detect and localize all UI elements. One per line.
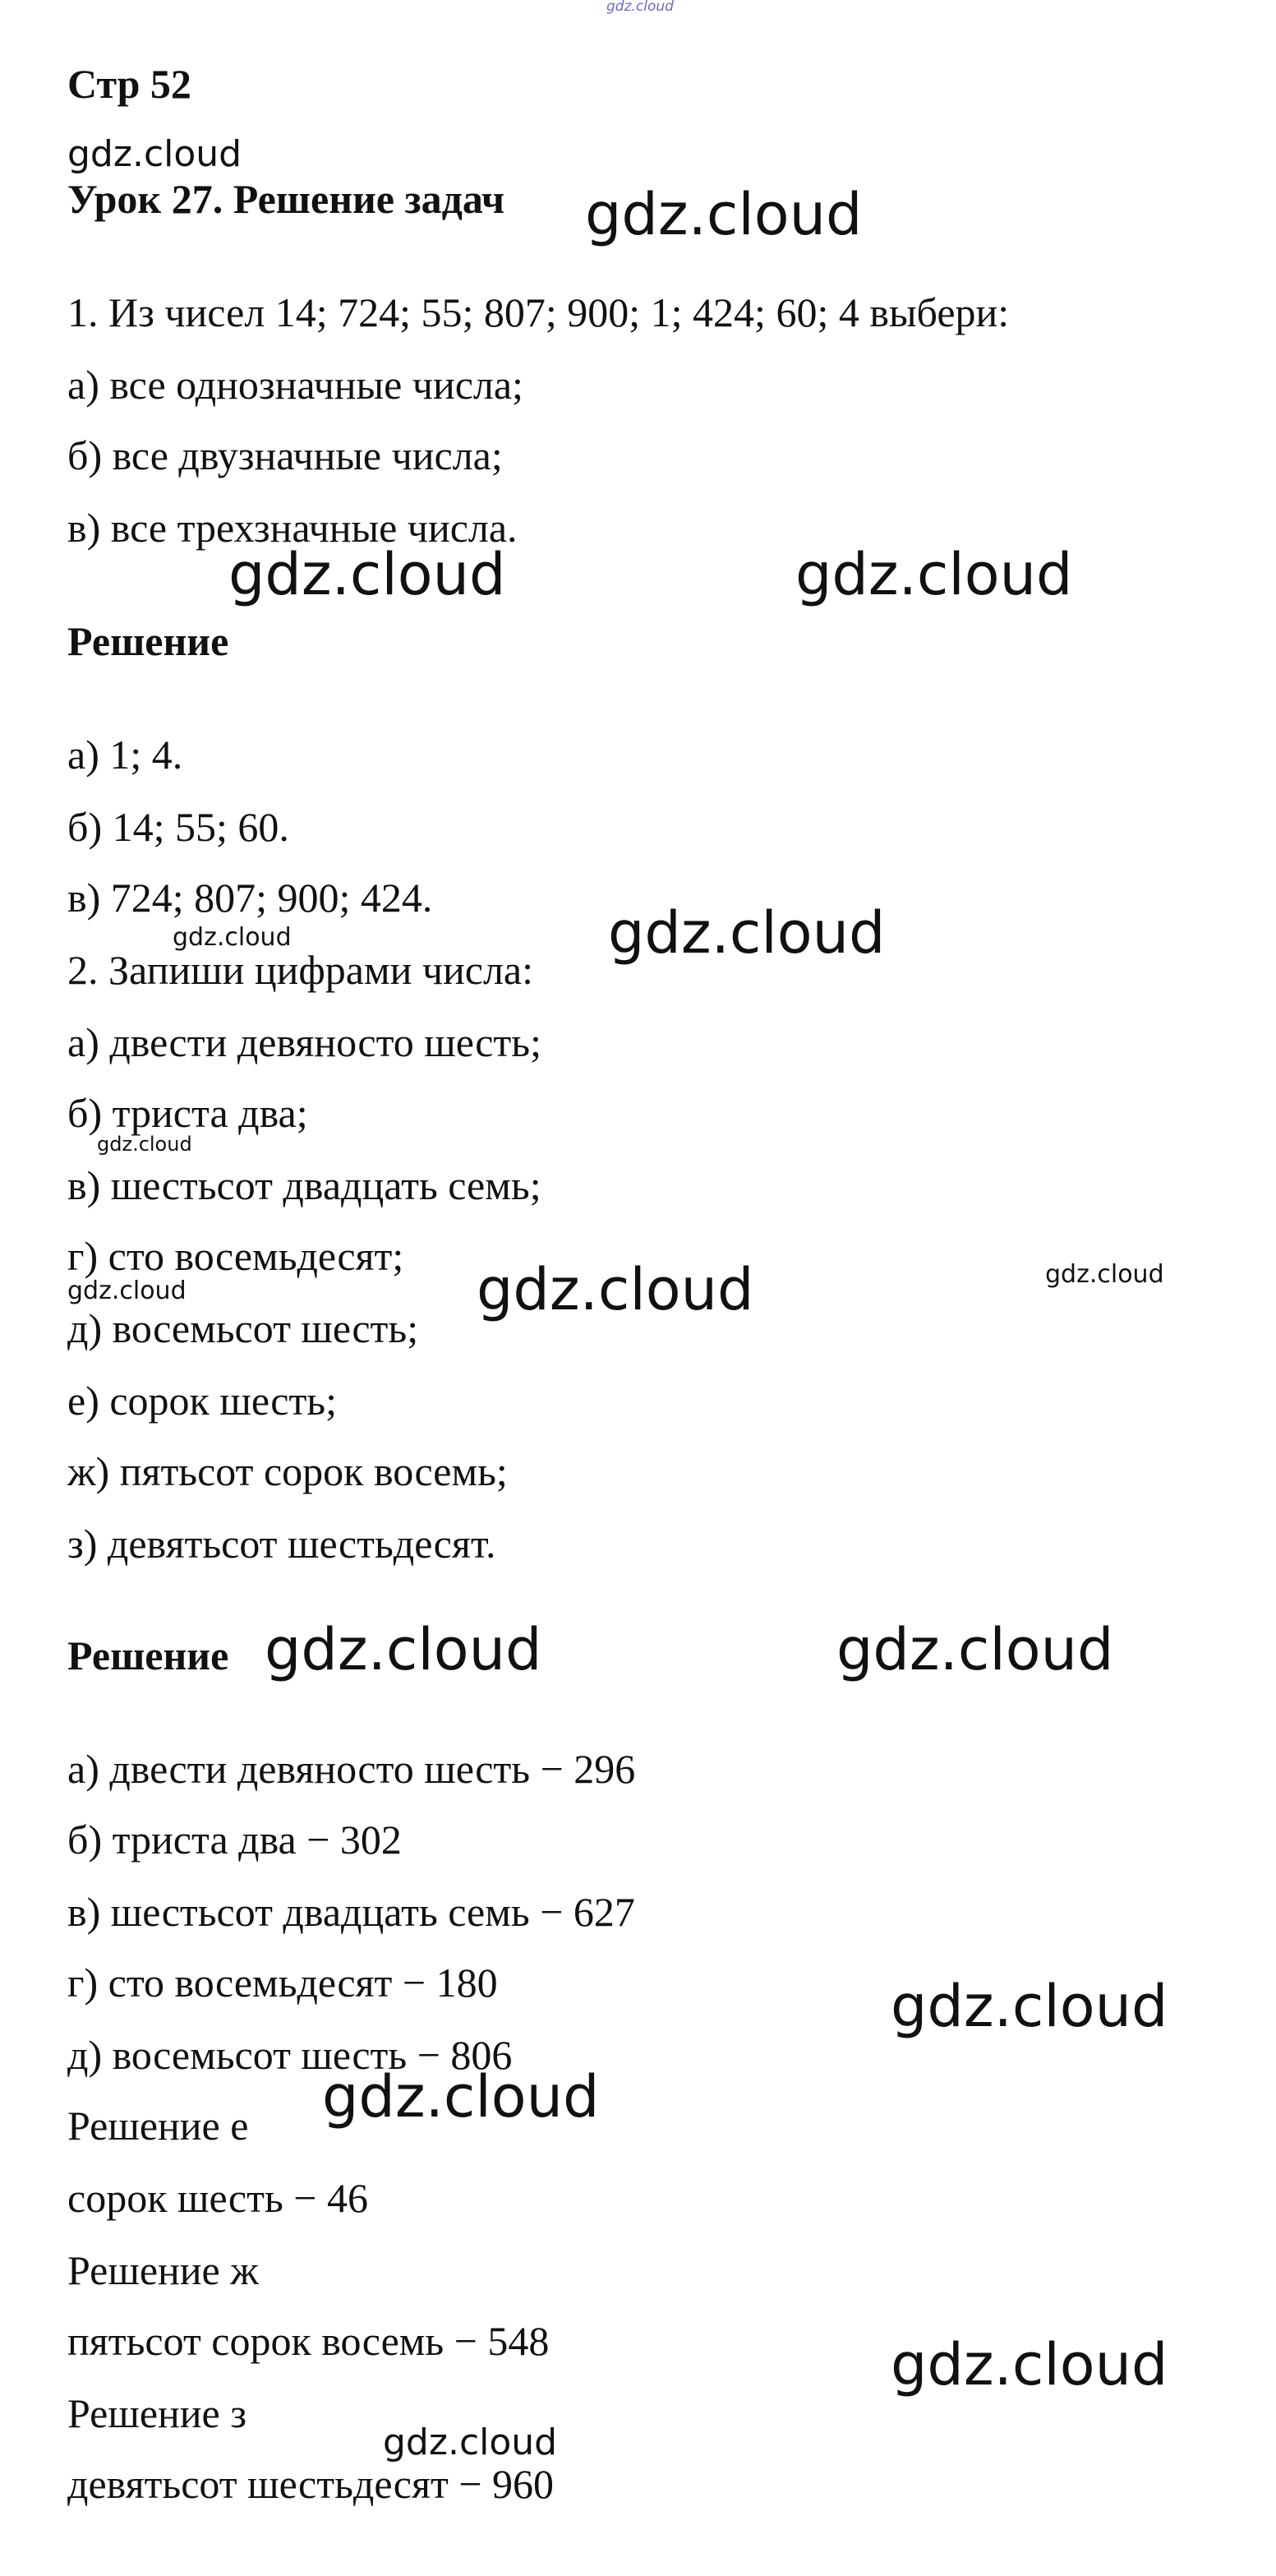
solution-answer: б) 14; 55; 60. [67, 804, 289, 850]
solution-answer: б) триста два − 302 [67, 1817, 402, 1863]
watermark: gdz.cloud [265, 1616, 542, 1683]
task-item: а) двести девяносто шесть; [67, 1019, 541, 1065]
watermark: gdz.cloud [67, 1276, 187, 1305]
task-item: в) все трехзначные числа. [67, 505, 518, 551]
task-item: ж) пятьсот сорок восемь; [67, 1448, 508, 1494]
watermark: gdz.cloud [322, 2063, 600, 2131]
solution-answer: в) шестьсот двадцать семь − 627 [67, 1889, 635, 1935]
task-item: е) сорок шесть; [67, 1378, 338, 1424]
page-label: Стр 52 [67, 61, 191, 107]
solution-answer: пятьсот сорок восемь − 548 [67, 2318, 550, 2364]
watermark: gdz.cloud [795, 541, 1073, 608]
task-question: 1. Из чисел 14; 724; 55; 807; 900; 1; 424; 60; 4 выбери: [67, 289, 1010, 335]
watermark: gdz.cloud [836, 1616, 1114, 1683]
task-item: в) шестьсот двадцать семь; [67, 1162, 541, 1208]
watermark: gdz.cloud [608, 899, 886, 967]
solution-answer: а) 1; 4. [67, 732, 183, 778]
task-item: д) восемьсот шесть; [67, 1305, 419, 1351]
solution-answer: девятьсот шестьдесят − 960 [67, 2461, 555, 2507]
solution-answer: сорок шесть − 46 [67, 2175, 368, 2221]
watermark: gdz.cloud [585, 181, 863, 248]
task-item: б) все двузначные числа; [67, 432, 503, 478]
solution-answer: д) восемьсот шесть − 806 [67, 2032, 513, 2078]
lesson-title: Урок 27. Решение задач [67, 176, 505, 222]
task-item: б) триста два; [67, 1090, 308, 1136]
watermark: gdz.cloud [173, 923, 292, 952]
watermark: gdz.cloud [891, 1973, 1168, 2040]
watermark: gdz.cloud [477, 1256, 754, 1323]
solution-answer: а) двести девяносто шесть − 296 [67, 1746, 636, 1792]
watermark: gdz.cloud [891, 2331, 1168, 2398]
watermark: gdz.cloud [228, 541, 506, 608]
solution-heading: Решение [67, 618, 229, 664]
solution-subheading: Решение ж [67, 2247, 259, 2293]
task-question: 2. Запиши цифрами числа: [67, 947, 533, 993]
solution-answer: в) 724; 807; 900; 424. [67, 875, 433, 921]
solution-heading: Решение [67, 1632, 229, 1678]
solution-subheading: Решение з [67, 2390, 246, 2436]
solution-answer: г) сто восемьдесят − 180 [67, 1960, 498, 2006]
task-item: а) все однозначные числа; [67, 362, 523, 408]
watermark: gdz.cloud [1045, 1260, 1164, 1289]
watermark: gdz.cloud [606, 0, 674, 15]
watermark: gdz.cloud [97, 1133, 192, 1156]
task-item: г) сто восемьдесят; [67, 1233, 404, 1279]
task-item: з) девятьсот шестьдесят. [67, 1521, 496, 1567]
solution-subheading: Решение е [67, 2103, 249, 2149]
watermark: gdz.cloud [383, 2421, 558, 2463]
watermark: gdz.cloud [67, 133, 242, 175]
